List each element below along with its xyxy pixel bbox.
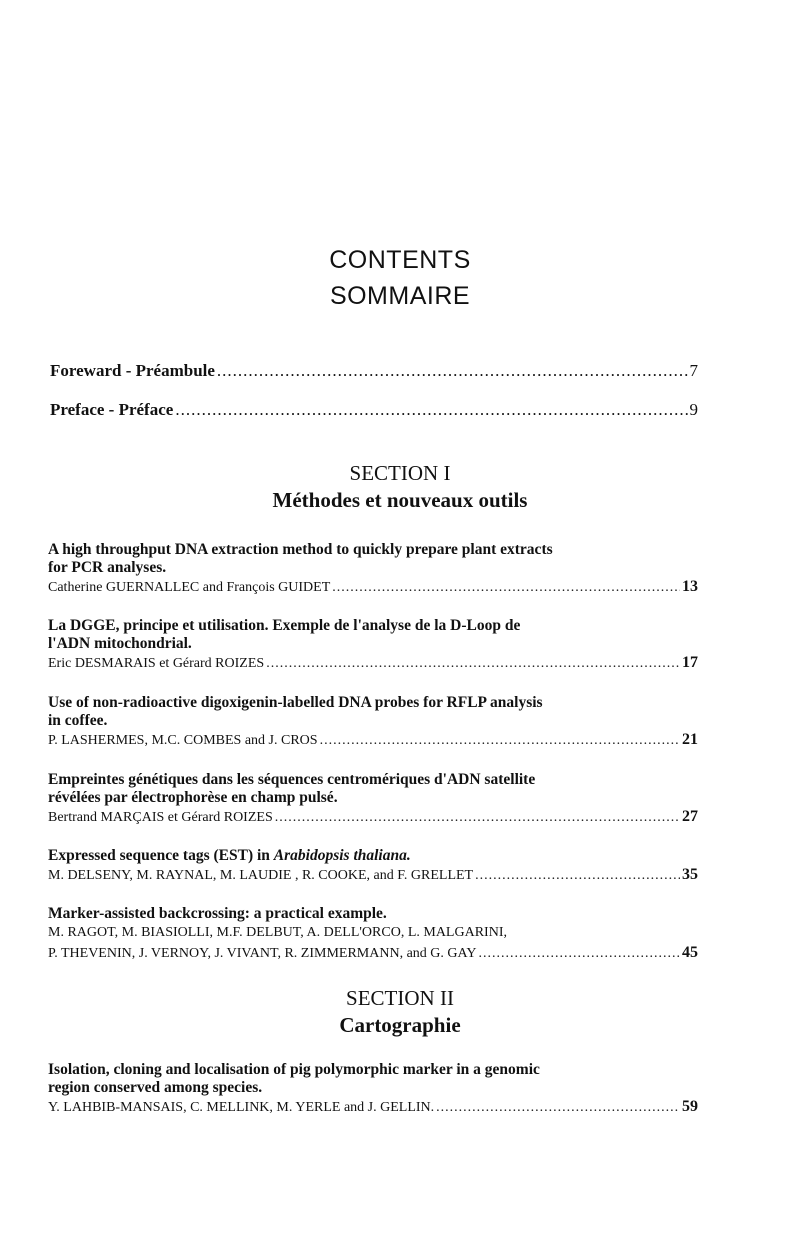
dot-leader xyxy=(175,400,687,420)
entry-authors: P. THEVENIN, J. VERNOY, J. VIVANT, R. ZIMMERMANN, and G. GAY xyxy=(48,946,477,961)
entry-title-plain: Expressed sequence tags (EST) in xyxy=(48,847,274,864)
page-number: 59 xyxy=(682,1098,698,1115)
toc-entry[interactable] xyxy=(48,541,698,598)
entry-title-line: révélées par électrophorèse en champ pulsé. xyxy=(48,789,338,806)
contents-heading xyxy=(0,242,800,314)
entry-title-italic: Arabidopsis thaliana. xyxy=(273,847,411,864)
dot-leader xyxy=(217,361,688,381)
entry-title-line: La DGGE, principe et utilisation. Exemple de l'analyse de la D-Loop de xyxy=(48,617,521,634)
page-number: 35 xyxy=(682,866,698,883)
page-number: 27 xyxy=(682,808,698,825)
entry-title-line: Isolation, cloning and localisation of pig polymorphic marker in a genomic xyxy=(48,1061,540,1078)
entry-authors-line: M. RAGOT, M. BIASIOLLI, M.F. DELBUT, A. DELL'ORCO, L. MALGARINI, xyxy=(48,925,507,940)
heading-contents: CONTENTS xyxy=(329,246,471,274)
page-number: 17 xyxy=(682,654,698,671)
page-number: 9 xyxy=(689,400,698,419)
entry-authors: Eric DESMARAIS et Gérard ROIZES xyxy=(48,656,265,671)
entry-title-line: l'ADN mitochondrial. xyxy=(48,635,192,652)
entry-authors: Catherine GUERNALLEC and François GUIDET xyxy=(48,580,331,595)
toc-entry[interactable] xyxy=(48,1061,698,1118)
toc-entry-foreward[interactable] xyxy=(50,361,698,381)
dot-leader xyxy=(320,731,680,751)
entry-title-line: in coffee. xyxy=(48,712,108,729)
section-number: SECTION II xyxy=(346,986,454,1010)
entry-authors: Y. LAHBIB-MANSAIS, C. MELLINK, M. YERLE and J. GELLIN. xyxy=(48,1100,435,1115)
entry-title-line: A high throughput DNA extraction method to quickly prepare plant extracts xyxy=(48,541,553,558)
page-number: 21 xyxy=(682,731,698,748)
page-number: 45 xyxy=(682,944,698,961)
section-1-heading xyxy=(0,460,800,514)
entry-authors-line xyxy=(48,730,698,751)
entry-authors-line xyxy=(48,1097,698,1118)
entry-title-line: for PCR analyses. xyxy=(48,559,167,576)
toc-entry-label: Foreward - Préambule xyxy=(50,361,215,380)
toc-entry-preface[interactable] xyxy=(50,400,698,420)
entry-title-line: Marker-assisted backcrossing: a practical example. xyxy=(48,905,387,922)
page-number: 7 xyxy=(689,361,698,380)
toc-entry[interactable] xyxy=(48,847,698,886)
toc-entry[interactable] xyxy=(48,617,698,674)
entry-authors-line xyxy=(48,807,698,828)
entry-authors-line xyxy=(48,653,698,674)
entry-authors: M. DELSENY, M. RAYNAL, M. LAUDIE , R. COOKE, and F. GRELLET xyxy=(48,868,474,883)
toc-entry[interactable] xyxy=(48,771,698,828)
dot-leader xyxy=(275,808,680,828)
dot-leader xyxy=(332,578,680,598)
entry-title-line xyxy=(48,847,698,865)
entry-authors: Bertrand MARÇAIS et Gérard ROIZES xyxy=(48,810,273,825)
toc-entry[interactable] xyxy=(48,905,698,964)
entry-authors-line xyxy=(48,865,698,886)
entry-title-line: Empreintes génétiques dans les séquences centromériques d'ADN satellite xyxy=(48,771,536,788)
entry-title-line: region conserved among species. xyxy=(48,1079,263,1096)
page-number: 13 xyxy=(682,578,698,595)
entry-title-line: Use of non-radioactive digoxigenin-labelled DNA probes for RFLP analysis xyxy=(48,694,543,711)
dot-leader xyxy=(436,1098,680,1118)
entry-authors-line xyxy=(48,577,698,598)
section-title: Cartographie xyxy=(339,1013,461,1037)
heading-sommaire: SOMMAIRE xyxy=(329,282,471,310)
entry-authors-line xyxy=(48,943,698,964)
dot-leader xyxy=(266,654,680,674)
section-2-heading xyxy=(0,985,800,1039)
toc-entry-label: Preface - Préface xyxy=(50,400,174,419)
section-title: Méthodes et nouveaux outils xyxy=(272,488,528,512)
section-number: SECTION I xyxy=(349,461,451,485)
toc-entry[interactable] xyxy=(48,694,698,751)
entry-authors: P. LASHERMES, M.C. COMBES and J. CROS xyxy=(48,733,318,748)
dot-leader xyxy=(475,866,680,886)
dot-leader xyxy=(478,944,680,964)
